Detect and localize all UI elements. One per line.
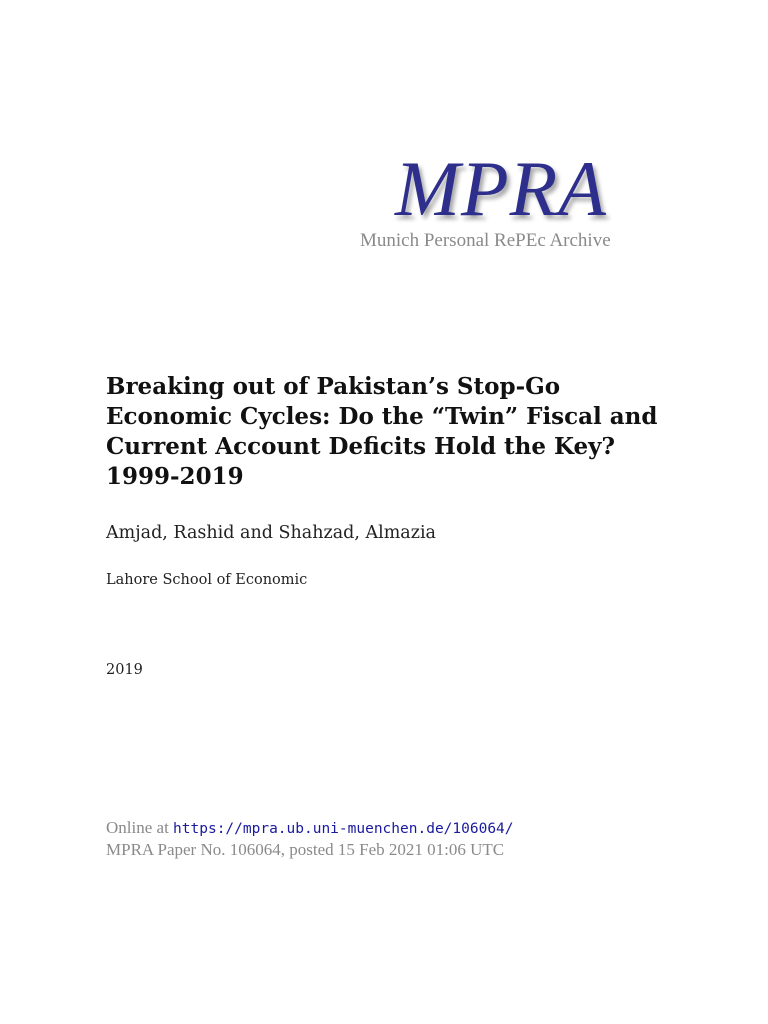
- paper-url-link[interactable]: https://mpra.ub.uni-muenchen.de/106064/: [173, 821, 514, 837]
- online-line: [106, 818, 514, 838]
- paper-year: 2019: [106, 662, 143, 678]
- paper-info: MPRA Paper No. 106064, posted 15 Feb 2021 01:06 UTC: [106, 840, 505, 859]
- paper-title: Breaking out of Pakistan’s Stop-Go Economic Cycles: Do the “Twin” Fiscal and Current Account Deficits Hold the Key? 1999-2019: [106, 373, 658, 490]
- logo-subtitle: Munich Personal RePEc Archive: [360, 230, 611, 251]
- paper-affiliation: Lahore School of Economic: [106, 572, 308, 588]
- mpra-logo: [355, 145, 655, 260]
- logo-text: MPRA: [395, 145, 607, 232]
- paper-authors: Amjad, Rashid and Shahzad, Almazia: [106, 523, 436, 543]
- online-prefix: Online at: [106, 818, 169, 837]
